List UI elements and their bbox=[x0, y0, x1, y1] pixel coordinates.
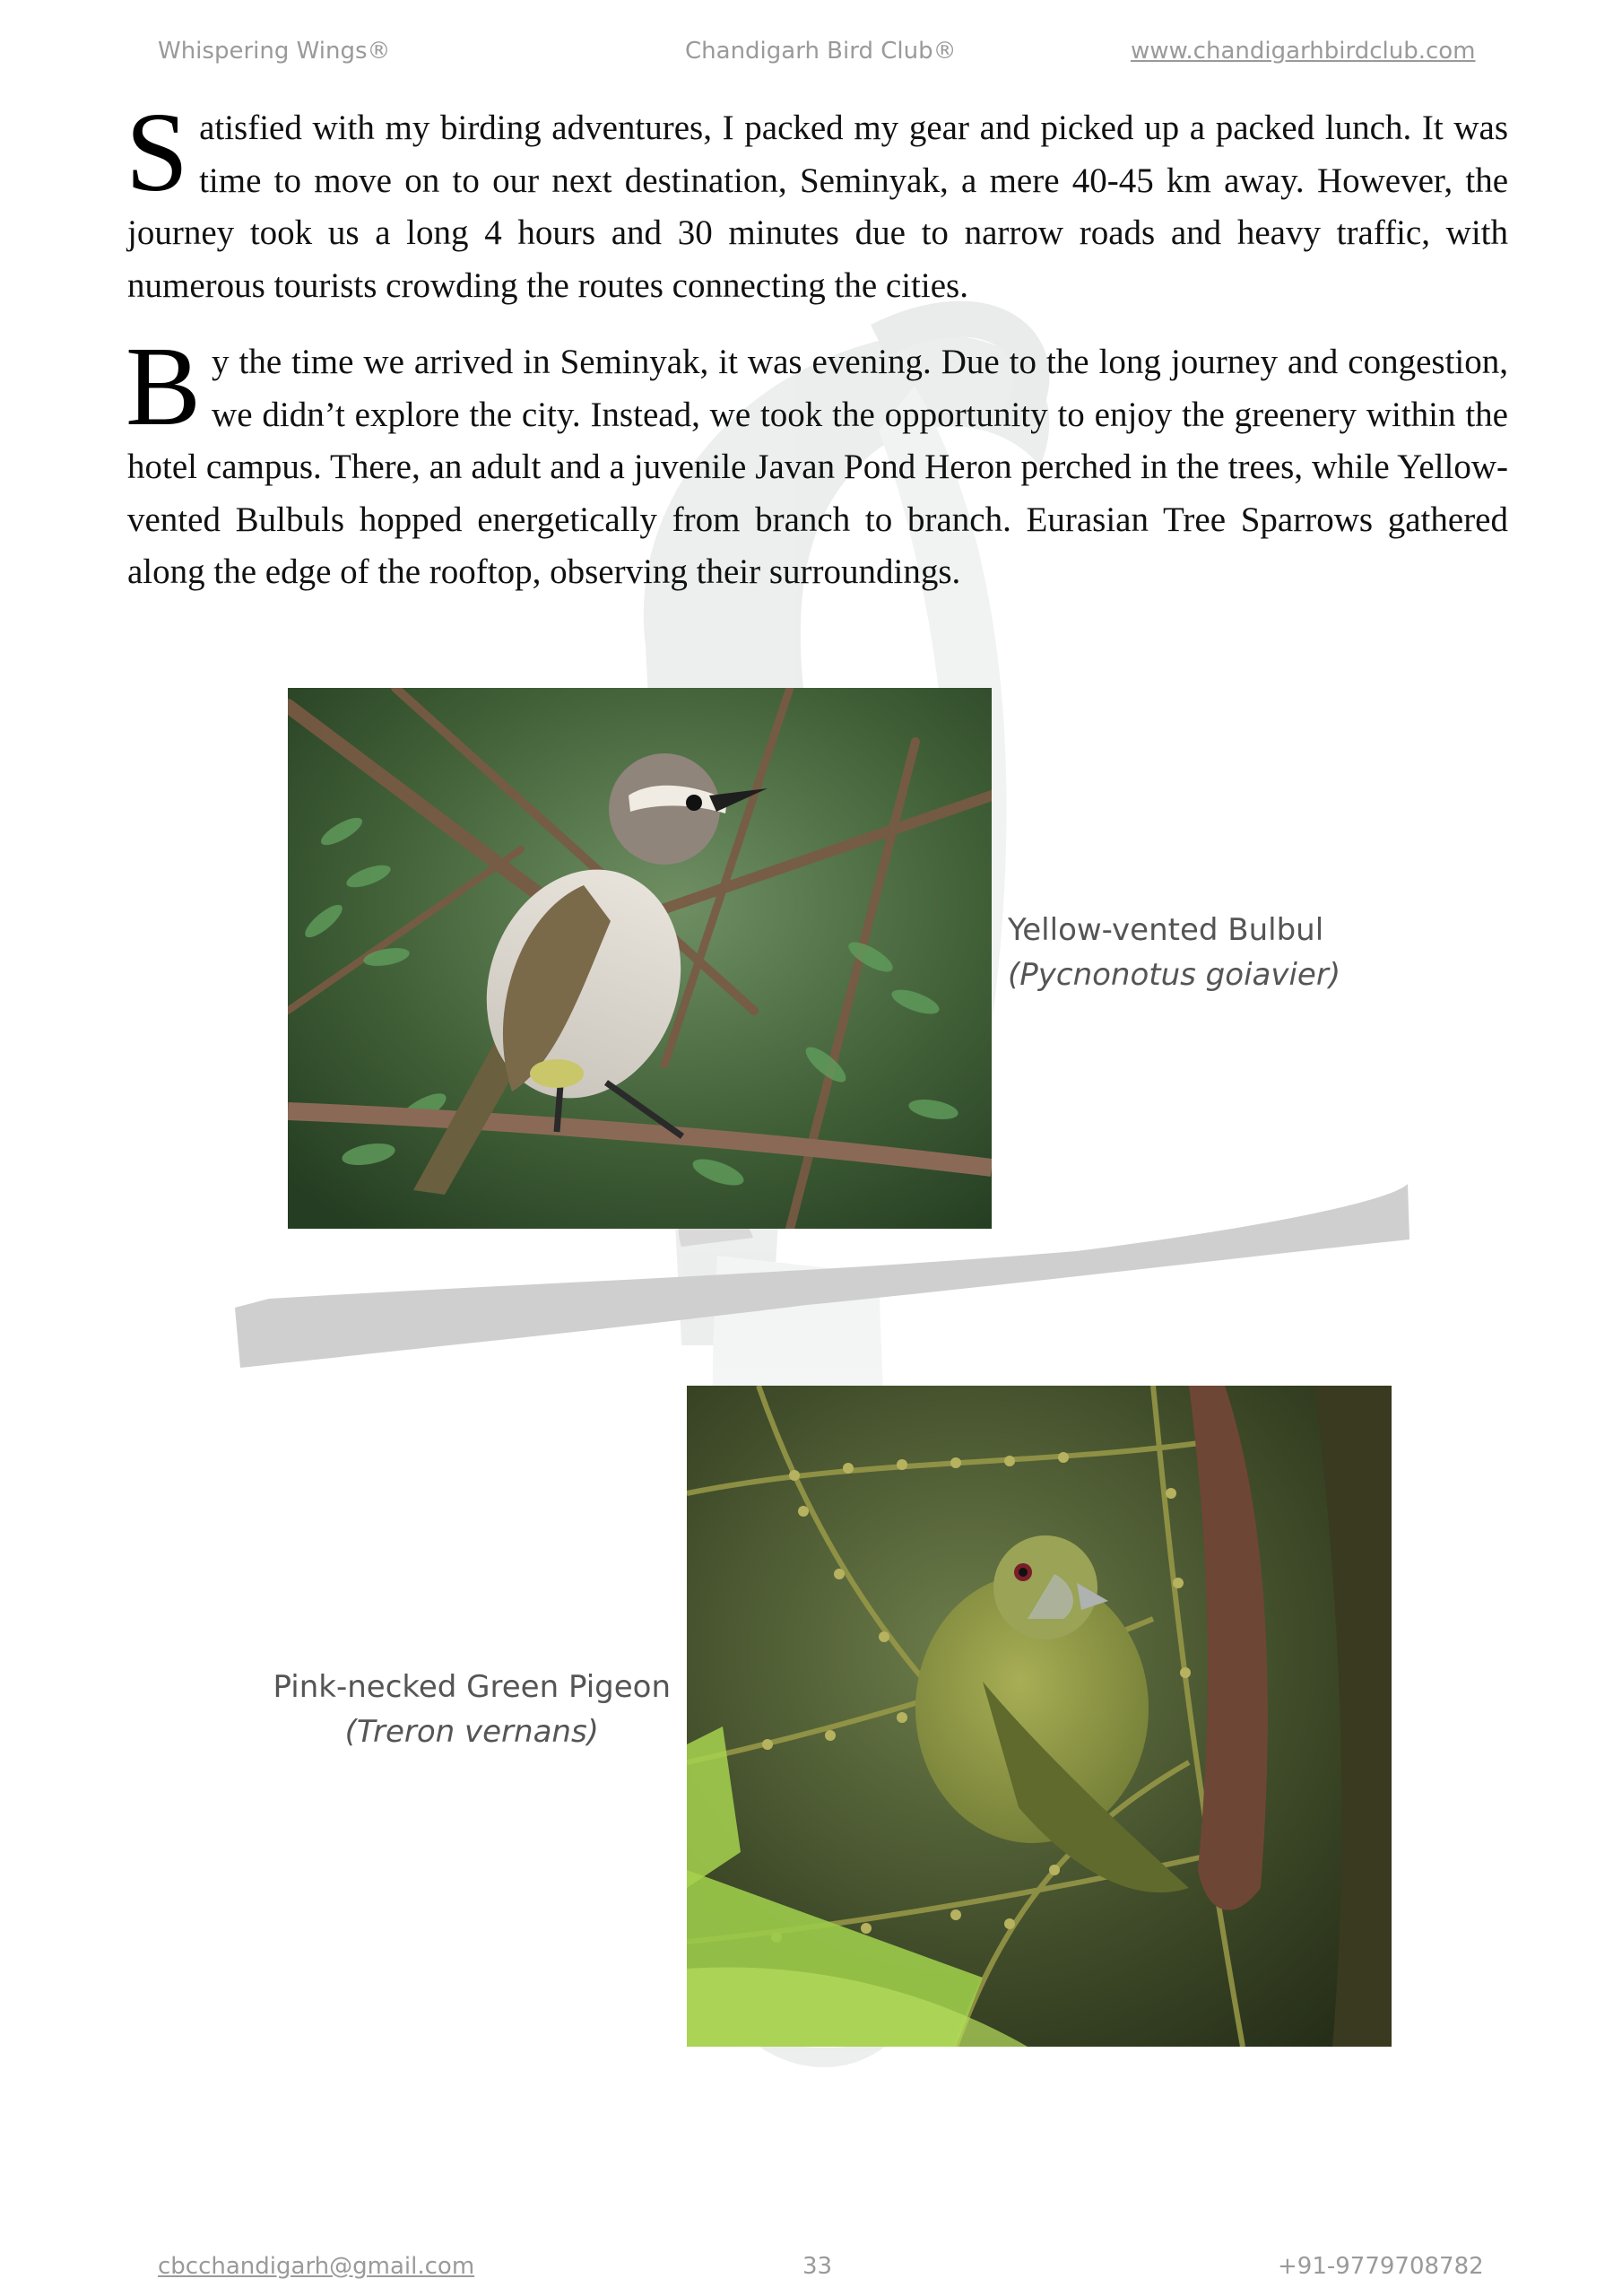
header-club-name: Chandigarh Bird Club® bbox=[685, 38, 957, 65]
body-paragraph-2 bbox=[126, 325, 1508, 599]
header-website-link[interactable]: www.chandigarhbirdclub.com bbox=[1131, 38, 1476, 65]
bulbul-scientific-name: (Pycnonotus goiavier) bbox=[1008, 957, 1341, 993]
bulbul-common-name: Yellow-vented Bulbul bbox=[1008, 912, 1324, 948]
header-publication: Whispering Wings® bbox=[158, 38, 391, 65]
paragraph-text: y the time we arrived in Seminyak, it was evening. Due to the long journey and congestion, we didn’t explore the city. Instead, we took the opportunity to enjoy the greenery within the hotel campus. There, an adult and a juvenile Javan Pond Heron perched in the trees, while Yellow-vented Bulbuls hopped energetically from branch to branch. Eurasian Tree Sparrows gathered along the edge of the rooftop, observing their surroundings. bbox=[127, 343, 1508, 591]
paragraph-text: atisfied with my birding adventures, I packed my gear and picked up a packed lunch. It was time to move on to our next destination, Seminyak, a mere 40-45 km away. However, the journey took us a long 4 hours and 30 minutes due to narrow roads and heavy traffic, with numerous tourists crowding the routes connecting the cities. bbox=[127, 109, 1508, 305]
green-pigeon-scientific-name: (Treron vernans) bbox=[344, 1714, 599, 1750]
bulbul-caption bbox=[1008, 908, 1340, 997]
green-pigeon-photo bbox=[687, 1386, 1392, 2047]
drop-cap-letter: S bbox=[126, 91, 189, 215]
green-pigeon-caption bbox=[273, 1665, 671, 1754]
drop-cap-letter: B bbox=[126, 325, 202, 449]
green-pigeon-common-name: Pink-necked Green Pigeon bbox=[273, 1669, 671, 1705]
footer-page-number: 33 bbox=[802, 2253, 833, 2280]
footer-email-link[interactable]: cbcchandigarh@gmail.com bbox=[158, 2253, 475, 2280]
bulbul-photo bbox=[288, 688, 992, 1229]
body-paragraph-1 bbox=[126, 91, 1508, 312]
footer-phone: +91-9779708782 bbox=[1278, 2253, 1484, 2280]
